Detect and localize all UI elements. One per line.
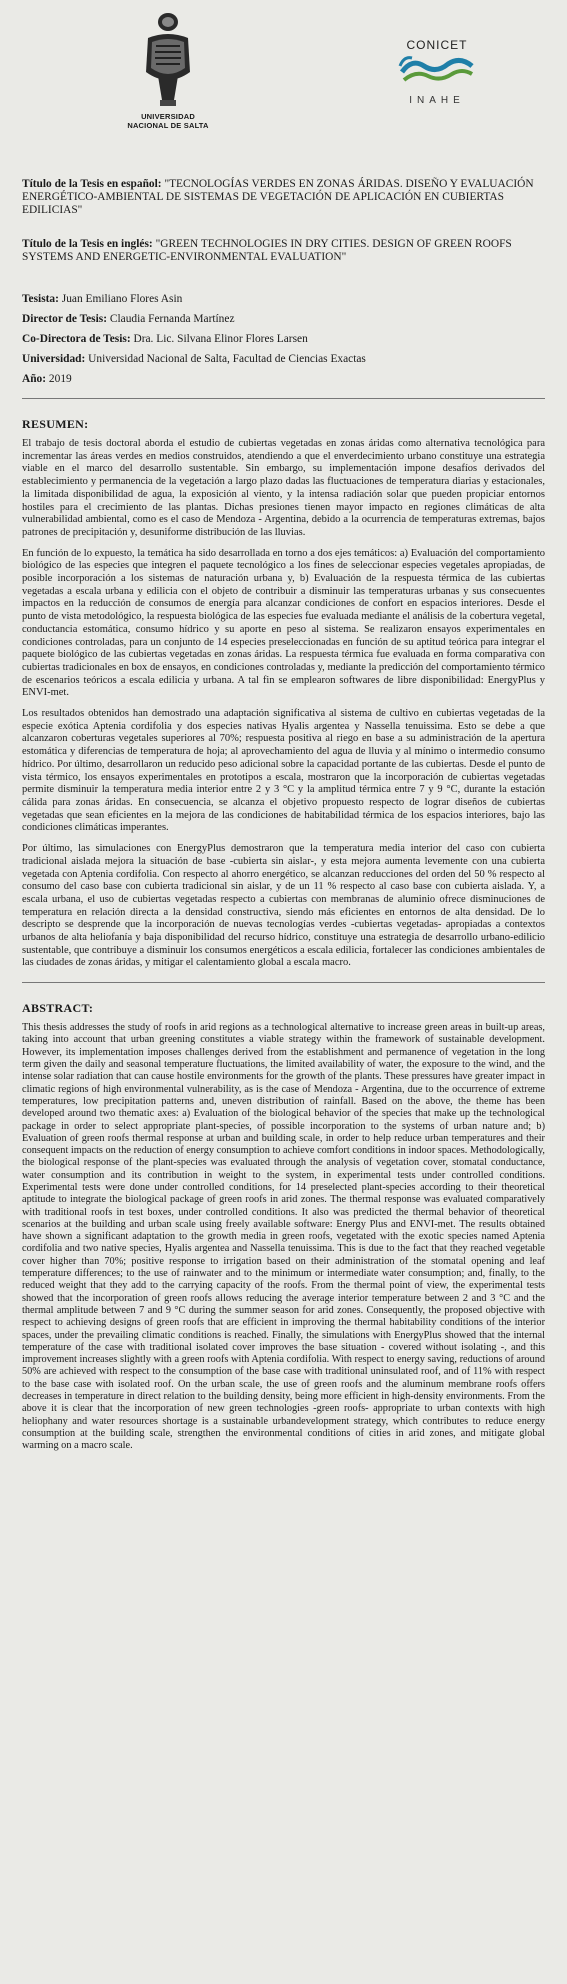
codirector-label: Co-Directora de Tesis: xyxy=(22,333,131,345)
codirector-value: Dra. Lic. Silvana Elinor Flores Larsen xyxy=(133,333,308,345)
universidad-label: Universidad: xyxy=(22,353,86,365)
resumen-paragraph: En función de lo expuesto, la temática ha sido desarrollada en torno a dos ejes temáticos: a) Evaluación del comportamiento biológico de las especies que integren el paquete tecnológico a los fines de seleccionar especies vegetales apropiadas, de posible incorporación a los sistemas de naturación urbana y, b) Evaluación de la respuesta térmica de las cubiertas vegetadas a escala urbana y edilicia con el objeto de contribuir a disminuir las temperaturas urbanas y sus consecuentes impactos en la reducción de consumos de energía para alcanzar condiciones de confort en espacios interiores. Desde el punto de vista metodológico, la respuesta biológica de las especies fue evaluada mediante el análisis de la cobertura vegetal, conductancia estomática, consumo hídrico y su aporte en peso al sistema. Se realizaron ensayos experimentales en condiciones controladas, para un conjunto de 14 especies preseleccionadas en función de su aptitud teórica para integrar el paquete biológico de las cubiertas vegetadas en zonas áridas. La respuesta térmica fue evaluada en forma comparativa con cubiertas tradicionales en box de ensayos, en condiciones controladas y, mediante la predicción del comportamiento térmico de escenarios teóricos a escala edilicia y urbana. A tal fin se emplearon softwares de libre disponibilidad: EnergyPlus y ENVI-met. xyxy=(22,547,545,699)
anio-row xyxy=(22,372,545,386)
title-english-value: "GREEN TECHNOLOGIES IN DRY CITIES. DESIGN OF GREEN ROOFS SYSTEMS AND ENERGETIC-ENVIRONMENTAL EVALUATION" xyxy=(22,238,512,263)
resumen-paragraph: Los resultados obtenidos han demostrado una adaptación significativa al sistema de cultivo en cubiertas vegetadas de la especie exótica Aptenia cordifolia y dos especies nativas Hyalis argentea y Nassella tenuissima. Esto se debe a que alcanzaron coberturas vegetales superiores al 70%; respuesta positiva al riego en base a su administración de la apertura estomática y diferencias de temperatura de hoja; al aprovechamiento del agua de lluvia y al mínimo o intermedio consumo hídrico. Por último, desarrollaron un reducido peso adicional sobre la capacidad portante de las cubiertas. Desde el punto de vista térmico, los ensayos experimentales en prototipos a escala, mostraron que la incorporación de cubiertas vegetadas permite disminuir la temperatura media interior entre 2 y 3 °C y la amplitud térmica entre 7 y 9 °C, durante la estación cálida para zonas áridas. En consecuencia, se alcanza el objetivo propuesto respecto de lograr diseños de cubiertas vegetadas que sean eficientes en la mejora de las condiciones de habitabilidad térmica de los espacios interiores, bajo las condiciones climáticas imperantes. xyxy=(22,708,545,834)
anio-value: 2019 xyxy=(48,373,72,385)
title-english xyxy=(22,238,545,264)
tesista-row xyxy=(22,292,545,306)
conicet-wave-icon xyxy=(394,52,480,88)
unsa-logo xyxy=(122,10,214,130)
abstract-section xyxy=(22,1001,545,1452)
abstract-heading: ABSTRACT: xyxy=(22,1001,94,1016)
resumen-section xyxy=(22,417,545,970)
conicet-name: CONICET xyxy=(406,38,468,52)
divider xyxy=(22,398,545,399)
anio-label: Año: xyxy=(22,373,47,385)
tesista-label: Tesista: xyxy=(22,293,59,305)
director-value: Claudia Fernanda Martínez xyxy=(109,313,235,325)
universidad-row xyxy=(22,352,545,366)
title-spanish-value: "TECNOLOGÍAS VERDES EN ZONAS ÁRIDAS. DISEÑO Y EVALUACIÓN ENERGÉTICO-AMBIENTAL DE SISTEMAS DE VEGETACIÓN DE APLICACIÓN EN CUBIERTAS EDILICIAS" xyxy=(22,178,534,216)
unsa-emblem-icon xyxy=(138,10,198,110)
resumen-paragraph: El trabajo de tesis doctoral aborda el estudio de cubiertas vegetadas en zonas áridas como alternativa tecnológica para incrementar las áreas verdes en medios construidos, atendiendo a que el enverdecimiento urbano constituye una estrategia viable en el marco del desarrollo sustentable. Sin embargo, su implementación impone desafíos derivados del establecimiento y permanencia de la vegetación a largo plazo dadas las fluctuaciones de temperatura diarias y estacionales, la limitada disponibilidad de agua, la exposición al viento, y la intensa radiación solar que pueden propiciar entornos hostiles para el crecimiento de las plantas. Dichas presiones tienen mayor impacto en regiones climáticas de alta vulnerabilidad ambiental, como es el caso de Mendoza - Argentina, debido a la ocurrencia de temperaturas extremas, bajos patrones de precipitación y, desuniforme distribución de las lluvias. xyxy=(22,438,545,538)
abstract-paragraph: This thesis addresses the study of roofs in arid regions as a technological alternative to increase green areas in built-up areas, taking into account that urban greening constitutes a viable strategy within the framework of sustainable development. However, its implementation imposes challenges derived from the establishment and permanence of vegetation in the long term given the daily and seasonal temperature fluctuations, the limited availability of water, the exposure to the wind, and the intense solar radiation that can cause hostile environments for the growth of the plants. These pressures have greater impact in climatic regions of high environmental vulnerability, as is the case of Mendoza - Argentina, due to the occurrence of extreme temperatures, low precipitation patterns and, uneven distribution of rainfall. Based on the above, the theme has been developed around two thematic axes: a) Evaluation of the biological behavior of the species that make up the technological package in order to select appropriate plant-species, of possible incorporation to the systems of urban nature and; b) Evaluation of green roofs thermal response at urban and building scale, in order to help reduce urban temperatures and their consequent impacts on the reduction of energy consumption to achieve comfort conditions in indoor spaces. Methodologically, the biological response of the plant-species was evaluated through the analysis of vegetation cover, stomatal conductance, water consumption and its contribution in weight to the system, in experimental tests under controlled conditions. Experimental tests were done under controlled conditions, for 14 preselected plant-species according to their theoretical aptitude to integrate the biological package of green roofs in arid zones. The thermal response was evaluated comparatively with traditional roofs in test boxes, under controlled conditions. It also was predicted the thermal behavior of theoretical scenarios at the building and urban scale using freely available software: Energy Plus and ENVI-met. The results obtained have shown a significant adaptation to the growth media in green roofs, vegetated with the exotic species named Aptenia cordifolia and two native species, Hyalis argentea and Nassella tenuissima. This is due to the fact that they reached vegetable cover higher than 70%; positive response to irrigation based on their administration of the stomatal opening and leaf temperature differences; to the use of rainwater and to the minimum or intermediate water consumption; and, finally, to the reduced weight that they add to the carrying capacity of the roofs. From the thermal point of view, the experimental tests showed that the incorporation of green roofs allows reducing the average interior temperature between 2 and 3 °C and the thermal amplitude between 7 and 9 °C during the summer season for arid zones. Consequently, the proposed objective with respect to achieving designs of green roofs that are efficient in improving the thermal habitability conditions of the interior spaces, under the prevailing climatic conditions is reached. Finally, the simulations with EnergyPlus showed that the internal temperature of the case with traditional isolated cover improves the base situation - covered without isolating -, and this improvement increases slightly with a green roofs with Aptenia cordifolia. With respect to energy saving, reductions of around 50% are achieved with respect to the consumption of the base case with traditional uninsulated roof, and of 11% with respect to the base case with isolated roof. On the urban scale, the use of green roofs and the aluminum membrane roofs offers decreases in temperature in direct relation to the building density, being more efficient in high-density environments. From the above it is clear that the incorporation of new green technologies -green roofs- appropriate to urban contexts with high heliophany and water resources shortage is a sustainable urbandevelopment strategy, which contributes to reduce energy consumption at the building scale, strengthen the environmental conditions of cities in arid zones, and mitigate global warming on a macro scale. xyxy=(22,1022,545,1452)
resumen-heading: RESUMEN: xyxy=(22,417,89,431)
thesis-metadata xyxy=(22,292,545,386)
inahe-name: INAHE xyxy=(409,95,465,106)
universidad-value: Universidad Nacional de Salta, Facultad de Ciencias Exactas xyxy=(88,353,366,365)
director-row xyxy=(22,312,545,326)
divider xyxy=(22,982,545,983)
resumen-paragraph: Por último, las simulaciones con EnergyPlus demostraron que la temperatura media interior del caso con cubierta tradicional aislada mejora la situación de base -cubierta sin aislar-, y esta mejora aumenta levemente con una cubierta vegetada con Aptenia cordifolia. Con respecto al ahorro energético, se alcanzan reducciones del orden del 50 % respecto al consumo del caso base con cubierta tradicional sin aislar, y de un 11 % respecto al caso base con cubierta aislada. Y, a escala urbana, el uso de cubiertas vegetadas respecto a cubiertas con membranas de aluminio ofrece disminuciones de temperatura en relación directa a la densidad constructiva, siendo más eficientes en entornos de alta densidad. De lo descripto se desprende que la incorporación de nuevas tecnologías verdes -cubiertas vegetadas- apropiadas a contextos urbanos de alta heliofanía y baja disponibilidad del recurso hídrico, constituye una estrategia de desarrollo urbano-edilicio sustentable, que contribuye a disminuir los consumos energéticos a escala edilicia, fortalecer las condiciones ambientales de las ciudades de zonas áridas, y mitigar el calentamiento global a escala macro. xyxy=(22,843,545,969)
director-label: Director de Tesis: xyxy=(22,313,108,325)
title-english-label: Título de la Tesis en inglés: xyxy=(22,238,153,250)
header-logos xyxy=(22,0,545,168)
conicet-inahe-logo xyxy=(382,38,492,106)
unsa-caption xyxy=(122,112,214,130)
unsa-caption-line-2: NACIONAL DE SALTA xyxy=(127,121,209,130)
title-spanish xyxy=(22,178,545,217)
tesista-value: Juan Emiliano Flores Asin xyxy=(61,293,183,305)
unsa-caption-line-1: UNIVERSIDAD xyxy=(141,112,195,121)
title-spanish-label: Título de la Tesis en español: xyxy=(22,178,162,190)
codirector-row xyxy=(22,332,545,346)
